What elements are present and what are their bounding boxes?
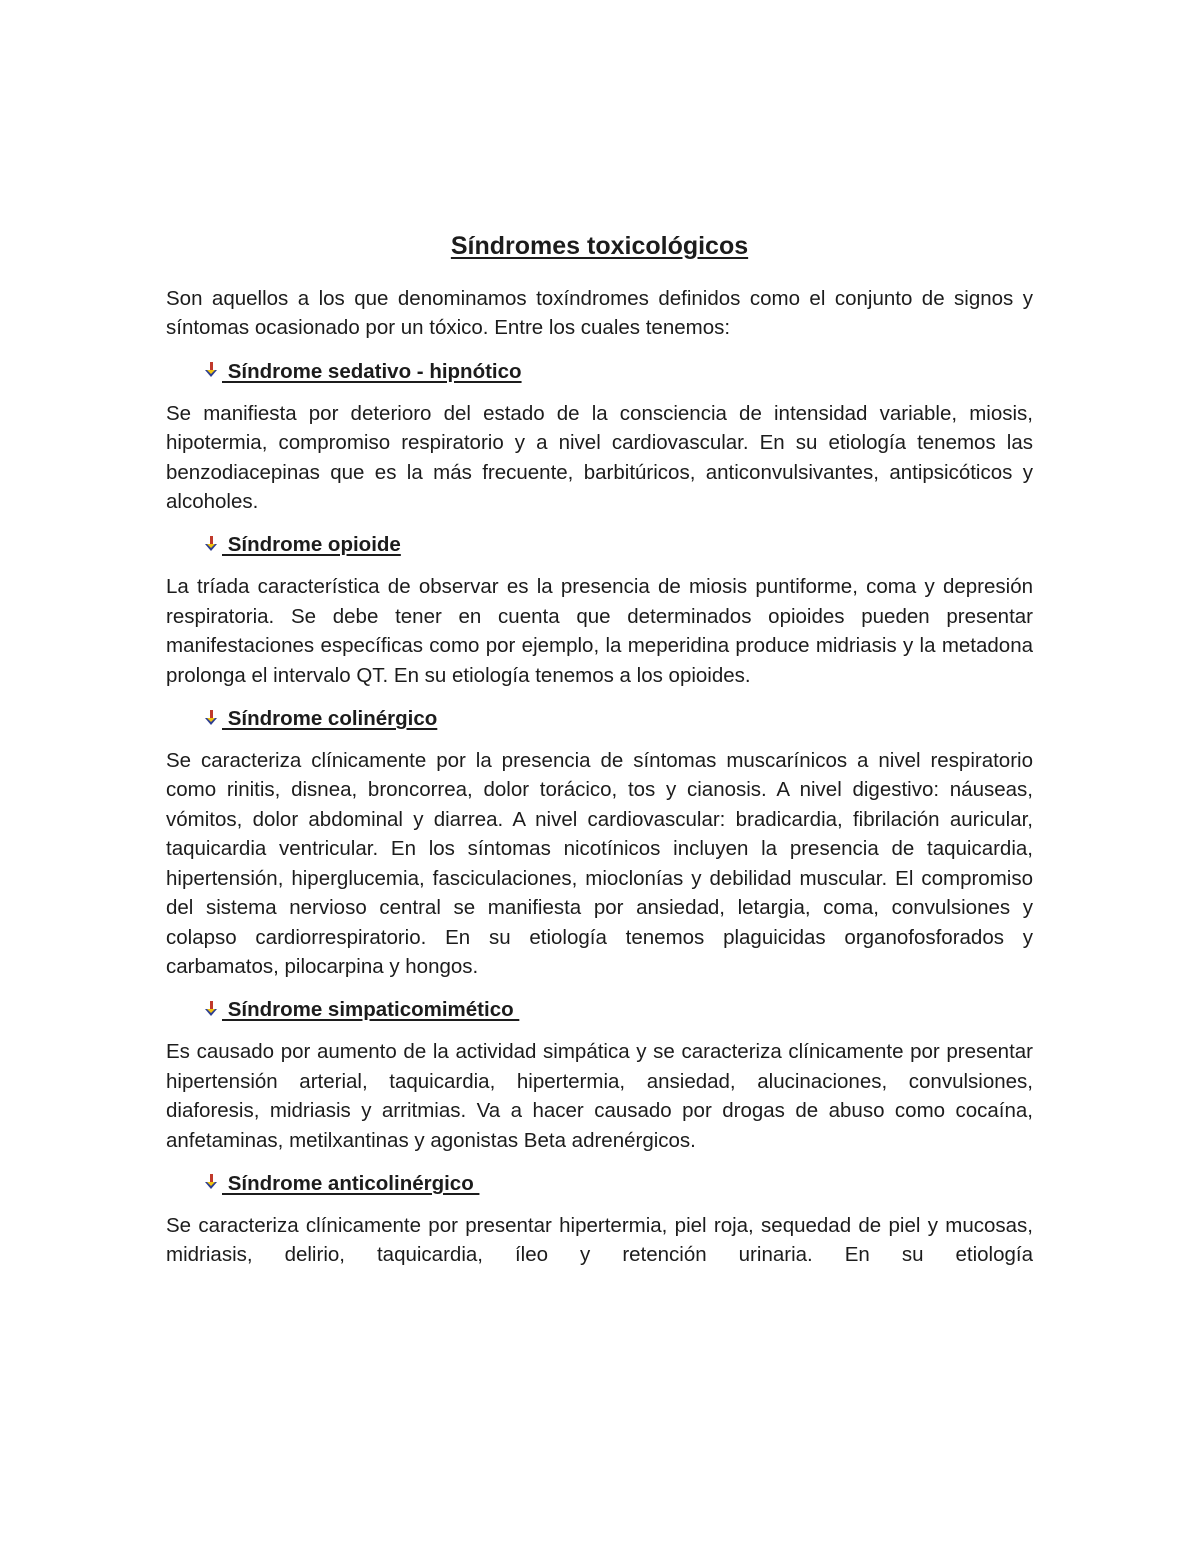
section-heading-colinergico (202, 704, 1033, 733)
section-heading-anticolinergico (202, 1169, 1033, 1198)
section-heading-label: Síndrome sedativo - hipnótico (222, 359, 522, 383)
section-heading-label: Síndrome anticolinérgico (222, 1171, 480, 1195)
arrow-down-icon (202, 1000, 220, 1018)
section-body-colinergico: Se caracteriza clínicamente por la presencia de síntomas muscarínicos a nivel respiratorio como rinitis, disnea, broncorrea, dolor torácico, tos y cianosis. A nivel digestivo: náuseas, vómitos, dolor abdominal y diarrea. A nivel cardiovascular: bradicardia, fibrilación auricular, taquicardia ventricular. En los síntomas nicotínicos incluyen la presencia de taquicardia, hipertensión, hiperglucemia, fasciculaciones, mioclonías y debilidad muscular. El compromiso del sistema nervioso central se manifiesta por ansiedad, letargia, coma, convulsiones y colapso cardiorrespiratorio. En su etiología tenemos plaguicidas organofosforados y carbamatos, pilocarpina y hongos. (166, 749, 1033, 978)
section-heading-label: Síndrome opioide (222, 533, 401, 557)
section-heading-simpaticomimetico (202, 995, 1033, 1024)
arrow-down-icon (202, 709, 220, 727)
section-heading-sedativo (202, 357, 1033, 386)
document-page (166, 228, 1033, 1270)
section-heading-opioide (202, 530, 1033, 559)
section-body-opioide: La tríada característica de observar es la presencia de miosis puntiforme, coma y depresión respiratoria. Se debe tener en cuenta que determinados opioides pueden presentar manifestaciones específicas como por ejemplo, la meperidina produce midriasis y la metadona prolonga el intervalo QT. En su etiología tenemos a los opioides. (166, 575, 1033, 687)
section-body-anticolinergico: Se caracteriza clínicamente por presentar hipertermia, piel roja, sequedad de piel y mucosas, midriasis, delirio, taquicardia, íleo y retención urinaria. En su etiología (166, 1213, 1033, 1267)
section-body-simpaticomimetico: Es causado por aumento de la actividad simpática y se caracteriza clínicamente por presentar hipertensión arterial, taquicardia, hipertermia, ansiedad, alucinaciones, convulsiones, diaforesis, midriasis y arritmias. Va a hacer causado por drogas de abuso como cocaína, anfetaminas, metilxantinas y agonistas Beta adrenérgicos. (166, 1040, 1033, 1152)
page-title: Síndromes toxicológicos (450, 232, 749, 260)
arrow-down-icon (202, 535, 220, 553)
arrow-down-icon (202, 1173, 220, 1191)
section-body-sedativo: Se manifiesta por deterioro del estado de la consciencia de intensidad variable, miosis, hipotermia, compromiso respiratorio y a nivel cardiovascular. En su etiología tenemos las benzodiacepinas que es la más frecuente, barbitúricos, anticonvulsivantes, antipsicóticos y alcoholes. (166, 401, 1033, 514)
section-heading-label: Síndrome colinérgico (222, 707, 438, 731)
intro-paragraph: Son aquellos a los que denominamos toxíndromes definidos como el conjunto de signos y síntomas ocasionado por un tóxico. Entre los cuales tenemos: (166, 287, 1033, 340)
section-heading-label: Síndrome simpaticomimético (222, 998, 520, 1022)
arrow-down-icon (202, 361, 220, 379)
